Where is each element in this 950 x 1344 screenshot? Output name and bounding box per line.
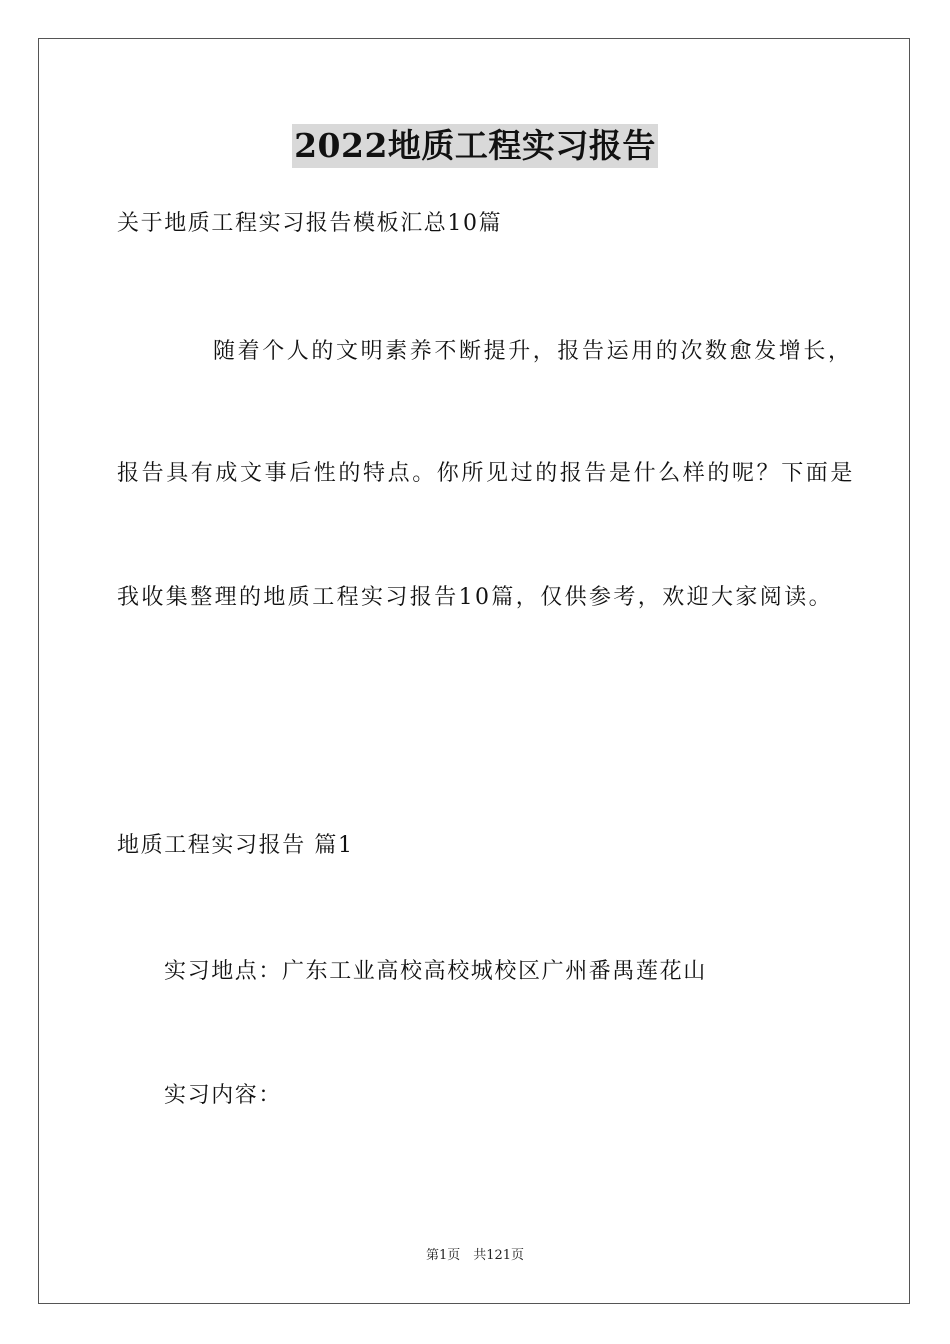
intro-line-1: 随着个人的文明素养不断提升，报告运用的次数愈发增长， bbox=[213, 339, 853, 364]
content-label: 实习内容： bbox=[164, 1083, 283, 1108]
intro-line-3: 我收集整理的地质工程实习报告10篇，仅供参考，欢迎大家阅读。 bbox=[117, 585, 833, 610]
document-title: 2022地质工程实习报告 bbox=[292, 124, 658, 168]
intro-line-2: 报告具有成文事后性的特点。你所见过的报告是什么样的呢？下面是 bbox=[117, 461, 856, 486]
title-container bbox=[0, 124, 950, 168]
document-subtitle: 关于地质工程实习报告模板汇总10篇 bbox=[117, 211, 503, 236]
page-footer: 第1页 共121页 bbox=[425, 1248, 525, 1263]
location-line: 实习地点：广东工业高校高校城校区广州番禺莲花山 bbox=[164, 959, 707, 984]
section-heading: 地质工程实习报告 篇1 bbox=[117, 833, 354, 858]
